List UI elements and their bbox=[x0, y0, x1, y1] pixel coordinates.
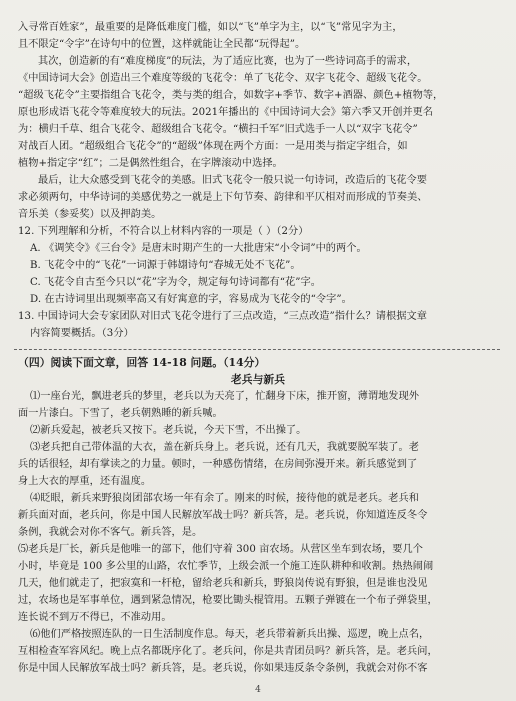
question-stem: 12. 下列理解和分析，不符合以上材料内容的一项是（ ）（2分） bbox=[18, 226, 309, 237]
text-line: 植物+指定字“红”；二是偶然性组合，在字牌滚动中选择。 bbox=[18, 158, 283, 169]
option-a: A. 《调笑令》《三台令》是唐末时期产生的一大批唐宋“小令词”中的两个。 bbox=[30, 243, 367, 254]
text-line: 几天，他们就走了，把寂寞和一杆枪，留给老兵和新兵，野狼岗传说有野狼，但是谁也没见 bbox=[18, 578, 428, 589]
text-line: 其次，创造新的有“难度梯度”的玩法，为了适应比赛，也为了一些诗词高手的需求， bbox=[38, 56, 418, 67]
text-line: 音乐美（参妥奖）以及押韵美。 bbox=[18, 209, 162, 220]
text-line: 对战百人团。“超级组合飞花令”的“超级”体现在两个方面：一是用类与指定字组合，如 bbox=[18, 141, 408, 152]
option-b: B. 飞花令中的“飞花”一词源于韩翃诗句“春城无处不飞花”。 bbox=[30, 260, 301, 271]
text-line: ⑵新兵爱起，被老兵又按下。老兵说，今天下雪，不出操了。 bbox=[30, 425, 307, 436]
option-c: C. 飞花令自古至今只以“花”字为令，规定每句诗词都有“花”字。 bbox=[30, 277, 322, 288]
text-line: ⑴一座台光，飘进老兵的梦里，老兵以为天亮了，忙翻身下床，推开窗，薄谓地发现外 bbox=[30, 391, 420, 402]
text-line: 连长说不到万不得已，不准动用。 bbox=[18, 612, 172, 623]
text-line: 兵的话很轻，却有掌读之的力量。顿时，一种感伤情绪，在房间弥漫开来。新兵感觉到了 bbox=[18, 459, 418, 470]
section-heading: （四）阅读下面文章，回答 14-18 问题。（14分） bbox=[18, 356, 266, 369]
text-line: 为：横归千草、组合飞花令、超级组合飞花令。“横扫千军”旧式选手一人以“双字飞花令” bbox=[18, 124, 418, 135]
story-title: 老兵与新兵 bbox=[230, 373, 286, 386]
text-line: 最后，让大众感受到飞花令的美感。旧式飞花令一般只说一句诗词，改造后的飞花令要 bbox=[38, 175, 428, 186]
text-line: ⑷眨眼，新兵来野狼岗团部农场一年有余了。刚来的时候，接待他的就是老兵。老兵和 bbox=[30, 493, 420, 504]
text-line: 小时，毕竟是 100 多公里的山路，农忙季节，上级会派一个施工连队耕种和收割。热热闹闹 bbox=[18, 561, 434, 572]
option-d: D. 在古诗词里出现频率高又有好寓意的字，容易成为飞花令的“令字”。 bbox=[30, 294, 352, 305]
text-line: 身上大衣的厚重，还有温度。 bbox=[18, 476, 152, 487]
text-line: 你是中国人民解放军战士吗？新兵答，是。老兵说，你如果违反条令条例，我就会对你不客 bbox=[18, 663, 428, 674]
text-line: 过，农场也是军事单位，遇到紧急情况，枪要比锄头棍管用。五颗子弹镀在一个布子弹袋里， bbox=[18, 595, 438, 606]
text-line: 求必须两句，中华诗词的美感优势之一就是上下句节奏、韵律和平仄相对而形成的节奏美、 bbox=[18, 192, 428, 203]
text-line: 新兵面对面，老兵问，你是中国人民解放军战士吗？新兵答，是。老兵说，你知道连反冬令 bbox=[18, 510, 428, 521]
text-line: “超级飞花令”主要指组合飞花令，类与类的组合，如数字+季节、数字+酒器、颜色+植物等， bbox=[18, 90, 444, 101]
text-line: ⑸老兵是厂长，新兵是他唯一的部下，他们守着 300 亩农场。从营区坐车到农场，要几个 bbox=[18, 544, 423, 555]
question-stem-continued: 内容简要概括。（3分） bbox=[30, 328, 134, 339]
section-divider bbox=[14, 349, 500, 350]
text-line: 条例，我就会对你不客气。新兵答，是。 bbox=[18, 527, 203, 538]
text-line: 且不限定“令字”在诗句中的位置，这样就能让全民都“玩得起”。 bbox=[18, 39, 306, 50]
text-line: 互相检查军容风纪。晚上点名都既序化了。老兵问，你是共青团员吗？新兵答，是。老兵问， bbox=[18, 646, 438, 657]
text-line: 入寻常百姓家”，最重要的是降低难度门槛，如以“飞”单字为主，以“飞”常见字为主， bbox=[18, 22, 403, 33]
page-number: 4 bbox=[255, 685, 261, 695]
text-line: ⑹他们严格按照连队的一日生活制度作息。每天，老兵带着新兵出操、巡逻，晚上点名， bbox=[30, 629, 430, 640]
question-stem: 13. 中国诗词大会专家团队对旧式飞花令进行了三点改造，“三点改造”指什么？请根据文章 bbox=[18, 311, 427, 322]
text-line: 原也形成语飞花令等难度较大的玩法。2021年播出的《中国诗词大会》第六季又开创并更名 bbox=[18, 107, 434, 118]
text-line: 《中国诗词大会》创造出三个难度等级的飞花令：单了飞花令、双字飞花令、超级飞花令。 bbox=[18, 73, 428, 84]
text-line: 面一片漆白。下雪了，老兵朝熟睡的新兵喊。 bbox=[18, 408, 223, 419]
text-line: ⑶老兵把自己带体温的大衣，盖在新兵身上。老兵说，还有几天，我就要脱军装了。老 bbox=[30, 442, 420, 453]
